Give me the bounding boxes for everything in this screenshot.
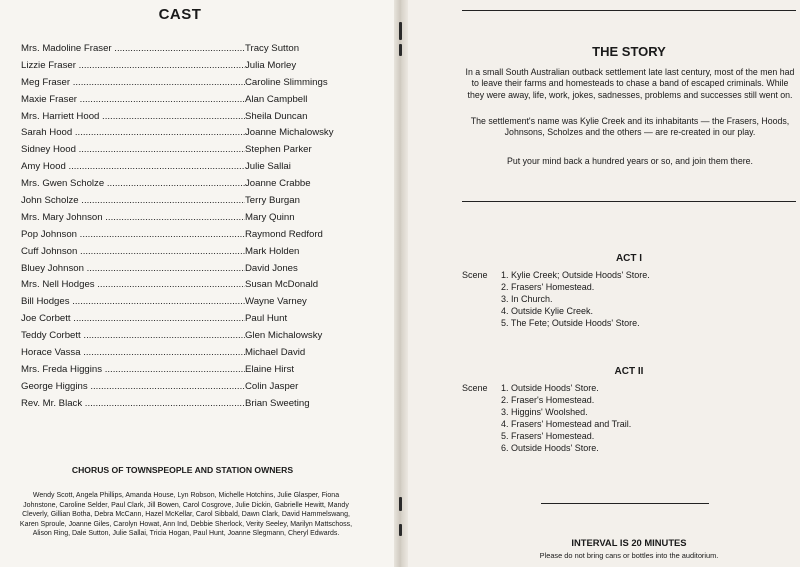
cast-actor: Mary Quinn <box>245 211 295 223</box>
scene-item: 3. Higgins' Woolshed. <box>501 407 588 417</box>
cast-role: George Higgins ..... <box>21 381 245 392</box>
cast-title: CAST <box>158 6 202 23</box>
story-paragraph-1: In a small South Australian outback settlement late last century, most of the men had to leave their farms and homesteads to chase a band of escaped criminals. While they were away, life, work, jokes, sadnesses, problems and successes still went on. <box>465 67 795 100</box>
cast-row <box>21 378 371 395</box>
scene-item: 1. Kylie Creek; Outside Hoods' Store. <box>501 270 650 280</box>
cast-actor: Glen Michalowsky <box>245 330 323 342</box>
cast-actor: Susan McDonald <box>245 279 319 291</box>
cast-role: Bill Hodges ..... <box>21 296 245 307</box>
cast-actor: Tracy Sutton <box>245 42 300 54</box>
cast-actor: Wayne Varney <box>245 296 307 308</box>
cast-row <box>21 243 371 260</box>
cast-actor: Paul Hunt <box>245 313 288 325</box>
scene-item: 1. Outside Hoods' Store. <box>501 383 599 393</box>
cast-actor: Colin Jasper <box>245 380 299 392</box>
cast-role: Pop Johnson ..... <box>21 229 245 240</box>
cast-role: Cuff Johnson ..... <box>21 246 245 257</box>
cast-row <box>21 74 371 91</box>
cast-row <box>21 40 371 57</box>
cast-row <box>21 108 371 125</box>
cast-row <box>21 158 371 175</box>
story-paragraph-2: The settlement's name was Kylie Creek and its inhabitants — the Frasers, Hoods, Johnsons, Scholzes and the others — are re-created in our play. <box>470 116 790 138</box>
cast-role: Mrs. Harriett Hood ..... <box>21 111 245 122</box>
act-2-scene-list <box>501 382 631 454</box>
cast-row <box>21 192 371 209</box>
cast-role: Mrs. Gwen Scholze ..... <box>21 178 245 189</box>
scene-item: 6. Outside Hoods' Store. <box>501 443 599 453</box>
cast-row <box>21 209 371 226</box>
cast-row <box>21 344 371 361</box>
cast-row <box>21 175 371 192</box>
cast-actor: Raymond Redford <box>245 228 323 240</box>
cast-actor: Alan Campbell <box>245 93 308 105</box>
cast-actor: Caroline Slimmings <box>245 76 328 88</box>
story-paragraph-3: Put your mind back a hundred years or so, and join them there. <box>507 156 753 166</box>
cast-row <box>21 395 371 412</box>
interval-heading: INTERVAL IS 20 MINUTES <box>571 537 687 548</box>
cast-role: Joe Corbett ..... <box>21 313 245 324</box>
cast-list <box>21 40 371 412</box>
cast-role: Amy Hood ..... <box>21 161 245 172</box>
scene-item: 3. In Church. <box>501 294 553 304</box>
top-rule <box>462 10 796 11</box>
cast-actor: Stephen Parker <box>245 144 312 156</box>
story-bottom-rule <box>462 201 796 202</box>
act-2-title: ACT II <box>614 366 644 377</box>
cast-row <box>21 91 371 108</box>
cast-actor: Michael David <box>245 346 306 358</box>
scene-item: 2. Frasers' Homestead. <box>501 282 595 292</box>
cast-actor: Julie Sallai <box>245 161 291 173</box>
cast-row <box>21 327 371 344</box>
cast-actor: Julia Morley <box>245 59 297 71</box>
act-1-scene-label: Scene <box>462 270 488 280</box>
act-2-scene-label: Scene <box>462 383 488 393</box>
cast-role: Meg Fraser ..... <box>21 77 245 88</box>
cast-role: John Scholze ..... <box>21 195 245 206</box>
cast-row <box>21 361 371 378</box>
scene-item: 2. Fraser's Homestead. <box>501 395 595 405</box>
scene-item: 4. Frasers' Homestead and Trail. <box>501 419 632 429</box>
booklet-spine <box>394 0 408 567</box>
cast-role: Sidney Hood ..... <box>21 144 245 155</box>
cast-actor: Joanne Michalowsky <box>245 127 334 139</box>
cast-row <box>21 276 371 293</box>
chorus-names: Wendy Scott, Angela Phillips, Amanda House, Lyn Robson, Michelle Hotchins, Julie Glasper, Fiona Johnstone, Caroline Selder, Paul Clark, Jill Bowen, Carol Cosgrove, Julie Dickin, Gabrielle Hewitt, Mandy Cleverly, Gillian Botha, Debra McCann, Hazel McKellar, Carol Sibbald, Dawn Clark, David Hammelswang, Karen Sproule, Joanne Giles, Carolyn Howat, Ann Ind, Debbie Sherlock, Verity Seeley, Marilyn Mattschoss, Alison Ring, Dale Sutton, Julie Sallai, Tricia Hogan, Paul Hunt, Joanne Slegmann, Cheryl Edwards. <box>19 492 353 538</box>
chorus-title: CHORUS OF TOWNSPEOPLE AND STATION OWNERS <box>71 465 294 475</box>
cast-actor: David Jones <box>245 262 298 274</box>
cast-actor: Terry Burgan <box>245 194 300 206</box>
cast-role: Mrs. Mary Johnson ..... <box>21 212 245 223</box>
scene-item: 5. Frasers' Homestead. <box>501 431 595 441</box>
staple-bottom-lower <box>399 524 402 536</box>
cast-actor: Sheila Duncan <box>245 110 308 122</box>
cast-role: Rev. Mr. Black ..... <box>21 398 245 409</box>
cast-actor: Elaine Hirst <box>245 363 295 375</box>
cast-row <box>21 124 371 141</box>
staple-top <box>399 22 402 40</box>
cast-role: Horace Vassa ..... <box>21 347 245 358</box>
cast-role: Mrs. Madoline Fraser ..... <box>21 43 245 54</box>
cast-actor: Mark Holden <box>245 245 300 257</box>
staple-bottom <box>399 497 402 511</box>
cast-row <box>21 310 371 327</box>
cast-role: Mrs. Freda Higgins ..... <box>21 364 245 375</box>
interval-notice: Please do not bring cans or bottles into the auditorium. <box>539 551 719 560</box>
cast-row <box>21 293 371 310</box>
cast-row <box>21 57 371 74</box>
act-1-scene-list <box>501 269 650 329</box>
story-title: THE STORY <box>592 44 666 59</box>
cast-actor: Brian Sweeting <box>245 397 310 409</box>
cast-role: Sarah Hood ..... <box>21 127 245 138</box>
cast-row <box>21 226 371 243</box>
cast-role: Lizzie Fraser ..... <box>21 60 245 71</box>
cast-row <box>21 260 371 277</box>
act-1-title: ACT I <box>615 253 643 264</box>
cast-row <box>21 141 371 158</box>
cast-role: Mrs. Nell Hodges ..... <box>21 279 245 290</box>
cast-role: Bluey Johnson ..... <box>21 263 245 274</box>
interval-rule <box>541 503 709 504</box>
scene-item: 4. Outside Kylie Creek. <box>501 306 594 316</box>
scene-item: 5. The Fete; Outside Hoods' Store. <box>501 318 640 328</box>
cast-role: Maxie Fraser ..... <box>21 94 245 105</box>
cast-actor: Joanne Crabbe <box>245 178 311 190</box>
staple-top-lower <box>399 44 402 56</box>
cast-role: Teddy Corbett ..... <box>21 330 245 341</box>
